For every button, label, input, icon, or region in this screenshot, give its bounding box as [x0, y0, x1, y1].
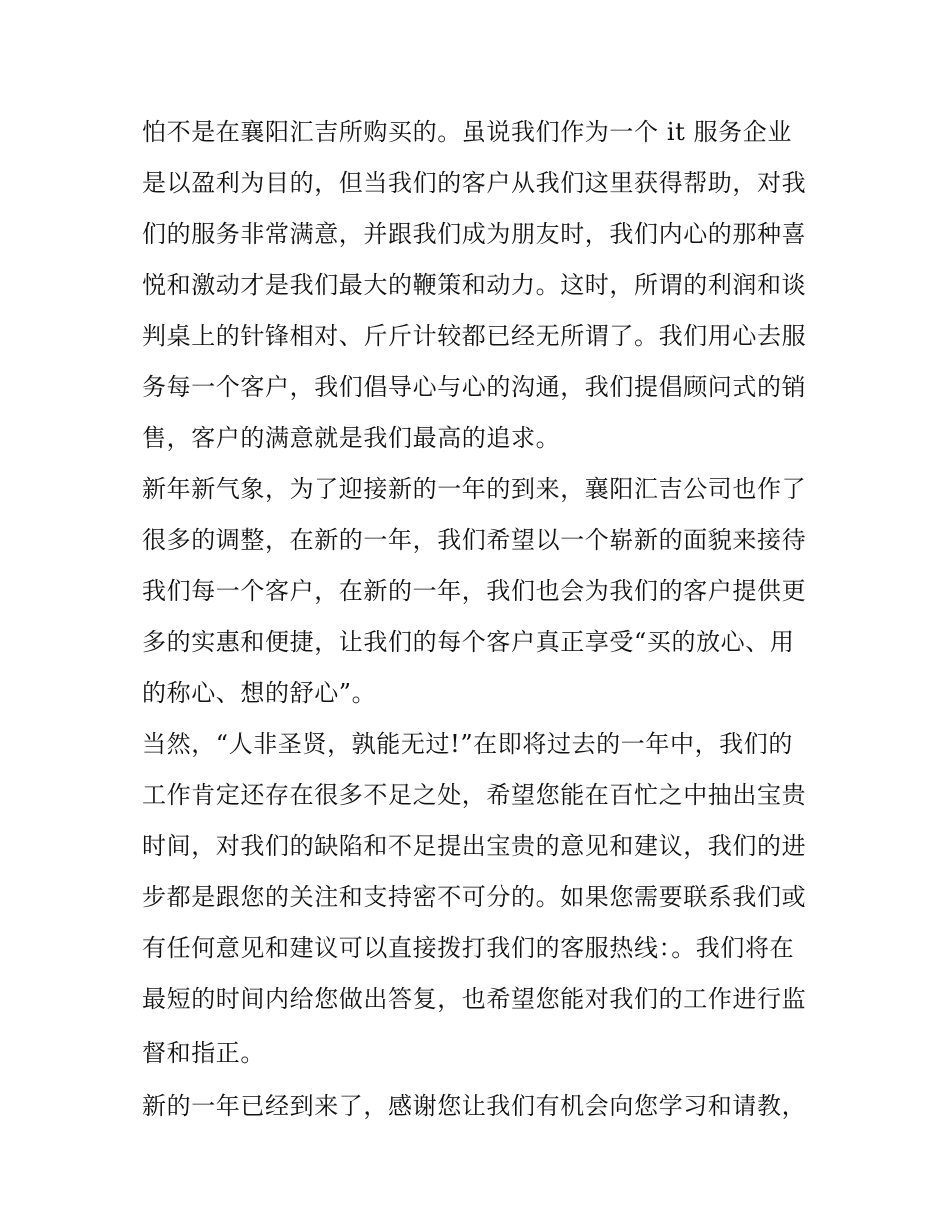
- text-line-3: 们的服务非常满意，并跟我们成为朋友时，我们内心的那种喜: [142, 220, 807, 248]
- text-line-12: 的称心、想的舒心”。: [142, 679, 377, 707]
- text-line-1: 怕不是在襄阳汇吉所购买的。虽说我们作为一个 it 服务企业: [142, 118, 792, 146]
- text-line-11: 多的实惠和便捷，让我们的每个客户真正享受“买的放心、用: [142, 628, 795, 656]
- text-line-9: 很多的调整，在新的一年，我们希望以一个崭新的面貌来接待: [142, 526, 807, 554]
- text-line-2: 是以盈利为目的，但当我们的客户从我们这里获得帮助，对我: [142, 169, 807, 197]
- text-line-5: 判桌上的针锋相对、斤斤计较都已经无所谓了。我们用心去服: [142, 322, 807, 350]
- text-line-10: 我们每一个客户，在新的一年，我们也会为我们的客户提供更: [142, 577, 807, 605]
- text-line-20: 新的一年已经到来了，感谢您让我们有机会向您学习和请教，: [142, 1092, 807, 1120]
- text-line-7: 售，客户的满意就是我们最高的追求。: [142, 424, 561, 452]
- text-line-16: 步都是跟您的关注和支持密不可分的。如果您需要联系我们或: [142, 883, 807, 911]
- text-line-18: 最短的时间内给您做出答复，也希望您能对我们的工作进行监: [142, 985, 807, 1013]
- text-line-14: 工作肯定还存在很多不足之处，希望您能在百忙之中抽出宝贵: [142, 781, 807, 809]
- text-line-15: 时间，对我们的缺陷和不足提出宝贵的意见和建议，我们的进: [142, 832, 807, 860]
- text-line-19: 督和指正。: [142, 1039, 265, 1067]
- text-line-13: 当然，“人非圣贤，孰能无过!”在即将过去的一年中，我们的: [142, 730, 793, 758]
- text-line-6: 务每一个客户，我们倡导心与心的沟通，我们提倡顾问式的销: [142, 373, 807, 401]
- text-line-17: 有任何意见和建议可以直接拨打我们的客服热线：。我们将在: [142, 934, 795, 962]
- body-text: [142, 107, 822, 1132]
- text-line-4: 悦和激动才是我们最大的鞭策和动力。这时，所谓的利润和谈: [142, 271, 807, 299]
- text-line-8: 新年新气象，为了迎接新的一年的到来，襄阳汇吉公司也作了: [142, 475, 807, 503]
